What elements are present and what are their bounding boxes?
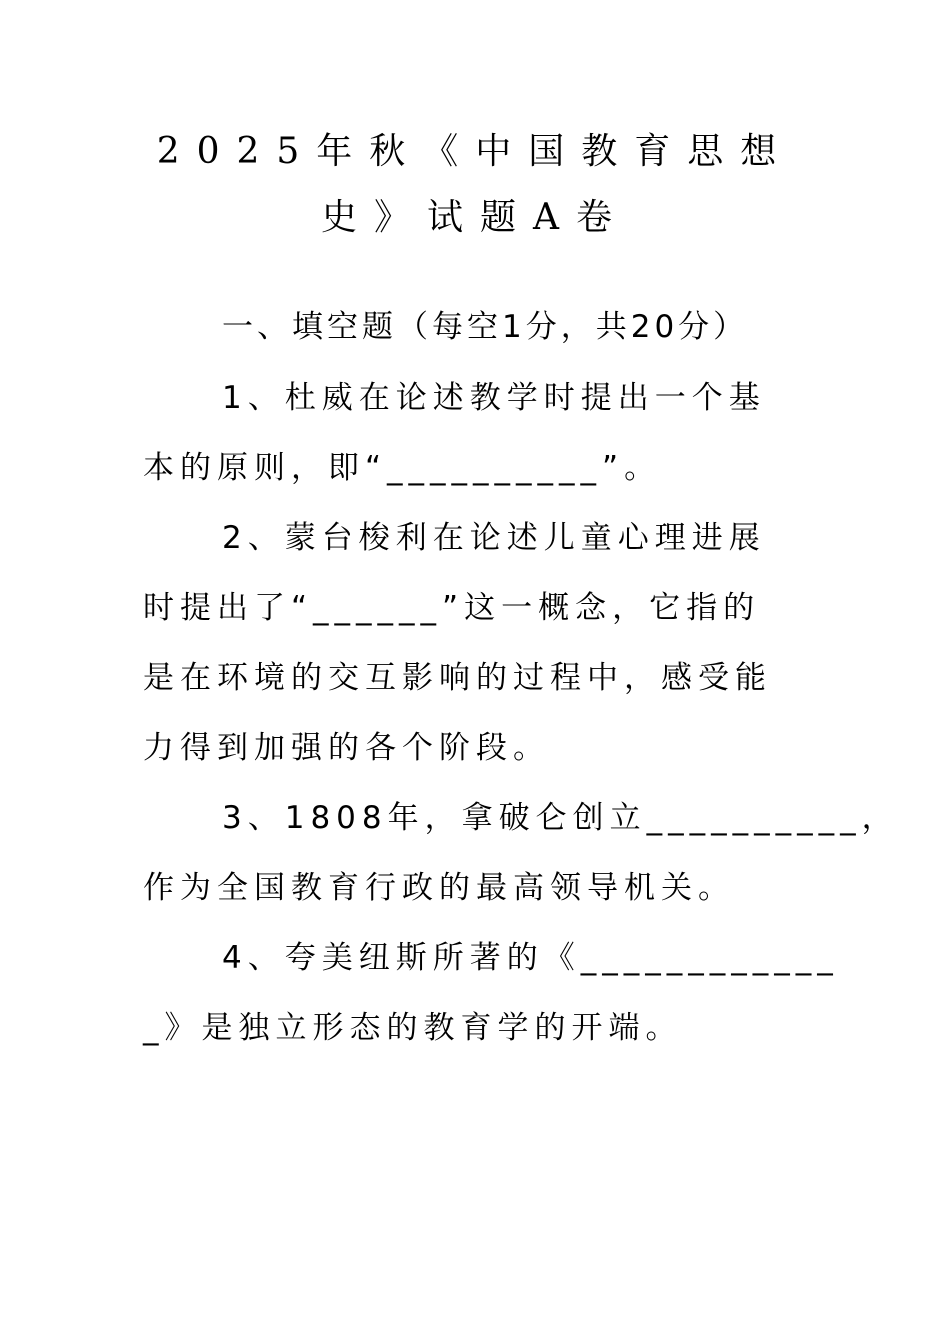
question-2-line-2: 时提出了“______”这一概念，它指的 xyxy=(143,590,761,626)
question-2-line-1: 2、蒙台梭利在论述儿童心理进展 xyxy=(222,520,766,556)
section-heading: 一、填空题（每空1分，共20分） xyxy=(222,309,749,345)
question-1-line-1: 1、杜威在论述教学时提出一个基 xyxy=(222,380,766,416)
question-2-line-4: 力得到加强的各个阶段。 xyxy=(143,730,550,766)
question-3-line-2: 作为全国教育行政的最高领导机关。 xyxy=(143,870,735,906)
question-2-line-3: 是在环境的交互影响的过程中，感受能 xyxy=(143,660,772,696)
exam-title-line-1: 2025年秋《中国教育思想 xyxy=(156,131,794,172)
question-4-line-2: _》是独立形态的教育学的开端。 xyxy=(143,1010,683,1046)
exam-title-line-2: 史》试题A卷 xyxy=(321,197,629,238)
question-1-line-2: 本的原则，即“__________”。 xyxy=(143,450,662,486)
question-4-line-1: 4、夸美纽斯所著的《____________ xyxy=(222,940,839,976)
question-3-line-1: 3、1808年，拿破仑创立__________， xyxy=(222,800,899,836)
